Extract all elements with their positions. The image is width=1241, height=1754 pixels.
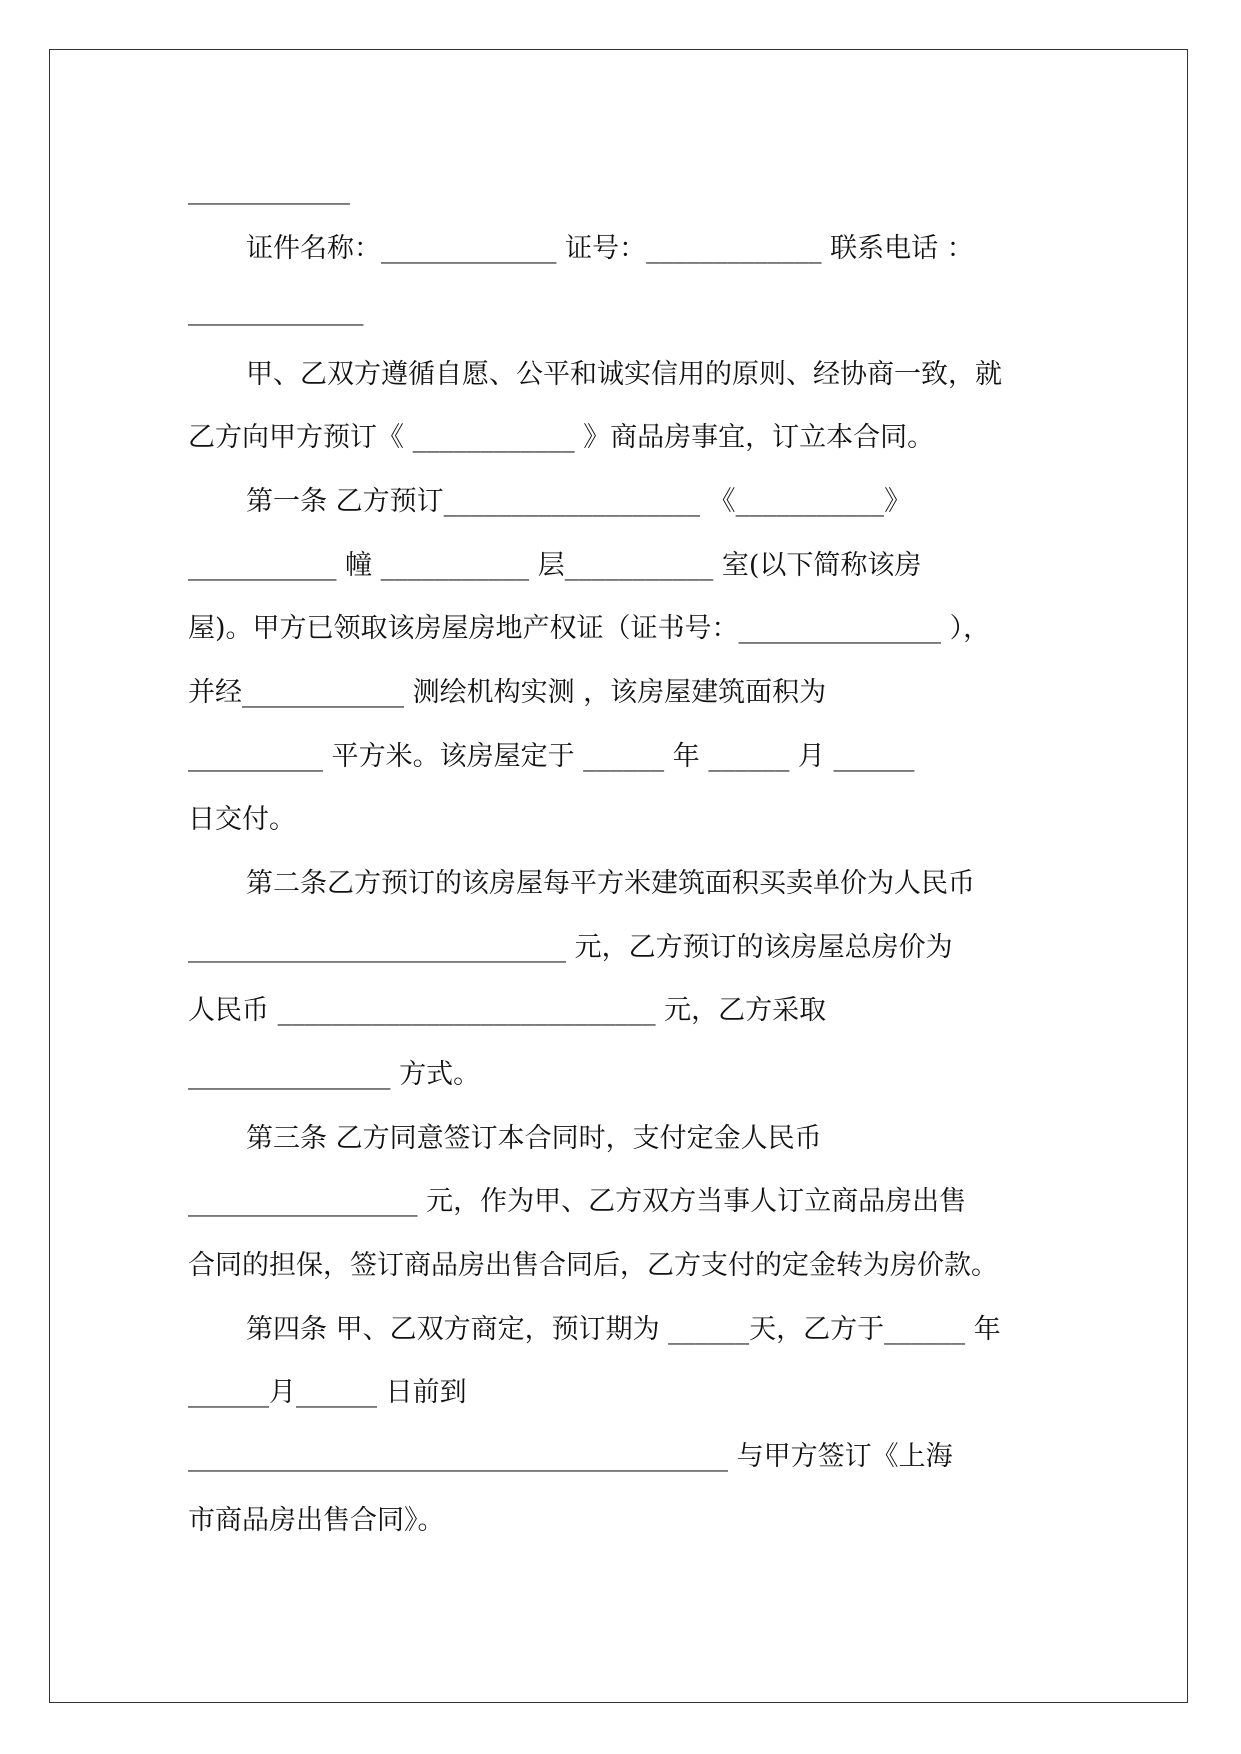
text-line: ____________________________ 元，乙方预订的该房屋总房价为 [188,932,953,963]
text-line: ______月______ 日前到 [188,1377,467,1408]
text-line: _________________ 元，作为甲、乙方双方当事人订立商品房出售 [188,1186,967,1217]
text-line: 证件名称：_____________ 证号：_____________ 联系电话 ： [246,233,974,264]
text-line: 人民币 ____________________________ 元，乙方采取 [188,995,827,1026]
text-line: ________________________________________ 与甲方签订《上海 [188,1441,953,1472]
text-line: 甲、乙双方遵循自愿、公平和诚实信用的原则、经协商一致，就 [246,359,1002,390]
text-line: ____________ [188,174,350,205]
text-line: 第二条乙方预订的该房屋每平方米建筑面积买卖单价为人民币 [246,868,975,899]
text-line: 第四条 甲、乙双方商定，预订期为 ______天，乙方于______ 年 [246,1314,1001,1345]
text-line: 合同的担保，签订商品房出售合同后，乙方支付的定金转为房价款。 [188,1250,998,1281]
text-line: __________ 平方米。该房屋定于 ______ 年 ______ 月 ______ [188,741,915,772]
text-line: 市商品房出售合同》。 [188,1505,445,1536]
text-line: ___________ 幢 ___________ 层___________ 室(以下简称该房 [188,550,922,581]
text-line: 乙方向甲方预订《 ____________ 》商品房事宜，订立本合同。 [188,422,935,453]
text-line: 第一条 乙方预订___________________ 《___________》 [246,486,912,517]
text-line: 日交付。 [188,804,296,835]
text-line: 第三条 乙方同意签订本合同时，支付定金人民币 [246,1123,822,1154]
text-line: 屋)。甲方已领取该房屋房地产权证（证书号：_______________ ）， [188,613,991,644]
text-line: 并经____________ 测绘机构实测 ，该房屋建筑面积为 [188,677,827,708]
text-line: _______________ 方式。 [188,1059,481,1090]
text-line: _____________ [188,295,364,326]
